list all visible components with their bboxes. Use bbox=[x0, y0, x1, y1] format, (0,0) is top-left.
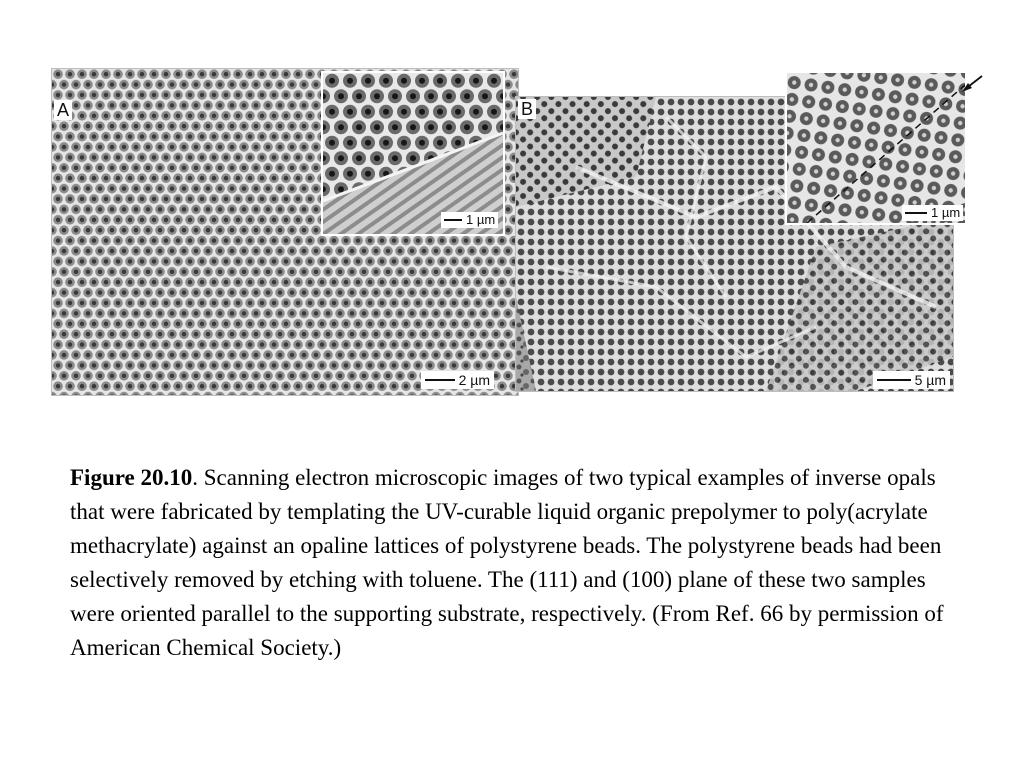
scale-bar-label: 1 µm bbox=[466, 212, 496, 227]
scale-bar-panel-a bbox=[421, 371, 494, 389]
arrow-icon bbox=[958, 72, 986, 100]
scale-bar-label: 2 µm bbox=[458, 372, 490, 388]
scale-bar-line bbox=[444, 219, 462, 221]
caption-text: . Scanning electron microscopic images of two typical examples of inverse opals that were fabricated by templating the UV-curable liquid organic prepolymer to poly(acrylate methacrylate) against an opaline lattices of polystyrene beads. The polystyrene beads had been selectively removed by etching with toluene. The (111) and (100) plane of these two samples were oriented parallel to the supporting substrate, respectively. (From Ref. 66 by permission of American Chemical Society.) bbox=[70, 465, 944, 660]
figure-label: Figure 20.10 bbox=[70, 465, 193, 490]
figure-caption bbox=[70, 461, 970, 665]
scale-bar-label: 5 µm bbox=[914, 372, 946, 388]
scale-bar-line bbox=[905, 212, 927, 214]
scale-bar-inset-b bbox=[902, 205, 963, 221]
scale-bar-line bbox=[425, 379, 455, 381]
scale-bar-line bbox=[877, 379, 911, 381]
inset-b-pattern bbox=[787, 73, 965, 223]
panel-b-label: B bbox=[518, 99, 536, 119]
scale-bar-label: 1 µm bbox=[931, 205, 961, 220]
sem-inset-b bbox=[785, 71, 967, 225]
panel-a-label: A bbox=[54, 100, 72, 120]
scale-bar-inset-a bbox=[441, 212, 498, 228]
scale-bar-panel-b bbox=[873, 371, 950, 389]
inset-a-pattern bbox=[323, 73, 503, 234]
